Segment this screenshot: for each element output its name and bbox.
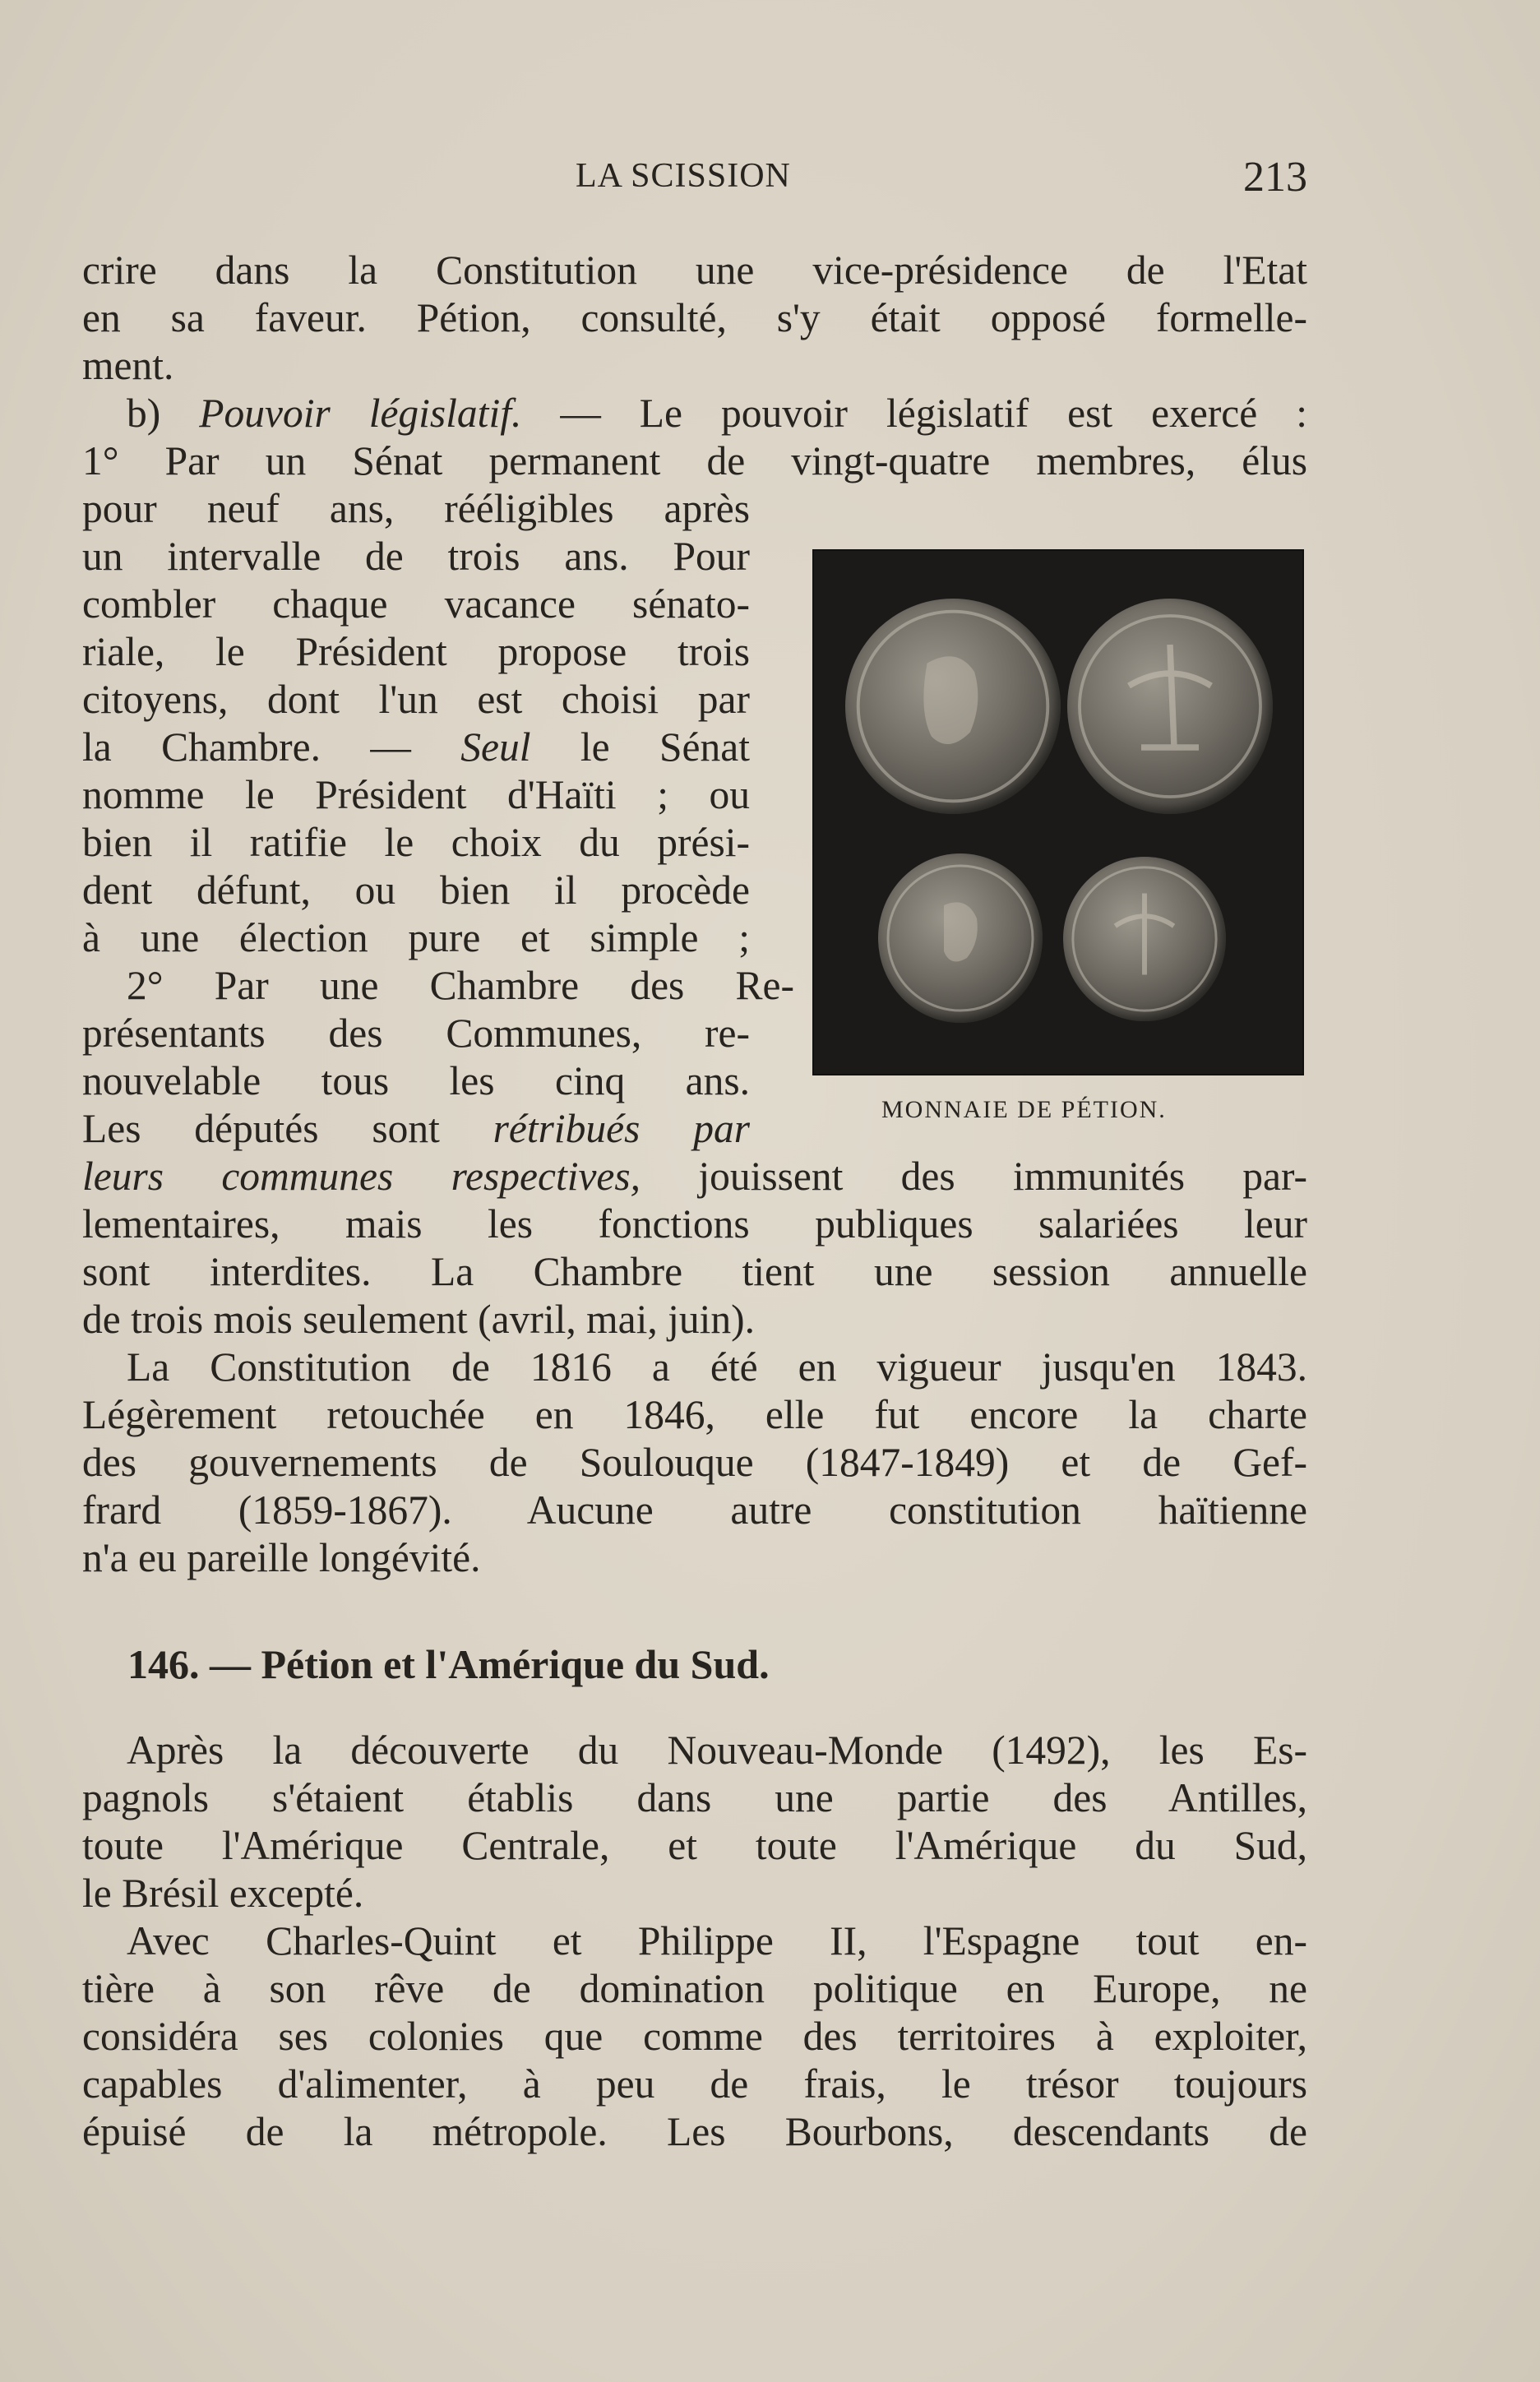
text-line: citoyens, dont l'un est choisi par [82, 677, 750, 722]
text-line: considéra ses colonies que comme des territoires à exploiter, [82, 2014, 1307, 2059]
text-span: la Chambre. — [82, 724, 461, 770]
text-line: 1° Par un Sénat permanent de vingt-quatre membres, élus [82, 438, 1307, 483]
italic-span: Seul [460, 724, 531, 770]
text-span: le Sénat [530, 724, 750, 770]
text-line: de trois mois seulement (avril, mai, juin). [82, 1297, 755, 1342]
text-line: des gouvernements de Soulouque (1847-1849) et de Gef- [82, 1440, 1307, 1485]
coin-photograph [812, 549, 1304, 1075]
text-line: La Constitution de 1816 a été en vigueur jusqu'en 1843. [127, 1344, 1307, 1390]
text-line: Légèrement retouchée en 1846, elle fut encore la charte [82, 1392, 1307, 1437]
text-line: Avec Charles-Quint et Philippe II, l'Espagne tout en- [127, 1918, 1307, 1963]
text-line: pour neuf ans, rééligibles après [82, 486, 750, 531]
text-span: b) [127, 391, 200, 436]
italic-span: Pouvoir législatif. [199, 391, 522, 436]
text-line: 2° Par une Chambre des Re- [127, 963, 794, 1008]
page-number: 213 [1243, 154, 1307, 201]
text-line: épuisé de la métropole. Les Bourbons, descendants de [82, 2109, 1307, 2154]
coin-reverse-small [1063, 857, 1226, 1021]
coin-obverse-large [845, 599, 1061, 814]
italic-span: rétribués par [493, 1106, 750, 1151]
text-line: un intervalle de trois ans. Pour [82, 534, 750, 579]
text-line: le Brésil excepté. [82, 1871, 364, 1916]
page-header [82, 156, 1307, 206]
text-line [82, 390, 1307, 437]
text-span: Les députés sont [82, 1106, 493, 1151]
text-line: à une élection pure et simple ; [82, 915, 750, 960]
text-line: en sa faveur. Pétion, consulté, s'y était opposé formelle- [82, 295, 1307, 340]
coin-reverse-large [1067, 599, 1273, 814]
section-heading: 146. — Pétion et l'Amérique du Sud. [127, 1641, 770, 1687]
text-line [82, 1153, 1307, 1200]
text-line: lementaires, mais les fonctions publiques salariées leur [82, 1201, 1307, 1247]
text-span: jouissent des immunités par- [641, 1154, 1307, 1199]
text-line: pagnols s'étaient établis dans une partie des Antilles, [82, 1775, 1307, 1820]
text-line: dent défunt, ou bien il procède [82, 867, 750, 913]
text-line: sont interdites. La Chambre tient une session annuelle [82, 1249, 1307, 1294]
text-line: crire dans la Constitution une vice-présidence de l'Etat [82, 247, 1307, 293]
text-line: présentants des Communes, re- [82, 1011, 750, 1056]
text-line: combler chaque vacance sénato- [82, 581, 750, 627]
text-line: capables d'alimenter, à peu de frais, le trésor toujours [82, 2061, 1307, 2107]
text-line: n'a eu pareille longévité. [82, 1535, 481, 1580]
figure-caption: MONNAIE DE PÉTION. [881, 1096, 1167, 1123]
text-line: Après la découverte du Nouveau-Monde (1492), les Es- [127, 1728, 1307, 1773]
text-line [82, 724, 750, 771]
body-text-lower [82, 1727, 1307, 2156]
text-line [82, 1105, 750, 1153]
text-line: frard (1859-1867). Aucune autre constitution haïtienne [82, 1487, 1307, 1533]
text-line: toute l'Amérique Centrale, et toute l'Amérique du Sud, [82, 1823, 1307, 1868]
text-span: — Le pouvoir législatif est exercé : [521, 391, 1307, 436]
running-head: LA SCISSION [576, 157, 791, 195]
text-line: ment. [82, 343, 174, 388]
text-line: tière à son rêve de domination politique en Europe, ne [82, 1966, 1307, 2011]
text-line: bien il ratifie le choix du prési- [82, 820, 750, 865]
italic-span: leurs communes respectives, [82, 1154, 641, 1199]
coin-obverse-small [878, 853, 1043, 1023]
text-line: nouvelable tous les cinq ans. [82, 1058, 750, 1103]
text-line: riale, le Président propose trois [82, 629, 750, 674]
text-line: nomme le Président d'Haïti ; ou [82, 772, 750, 817]
